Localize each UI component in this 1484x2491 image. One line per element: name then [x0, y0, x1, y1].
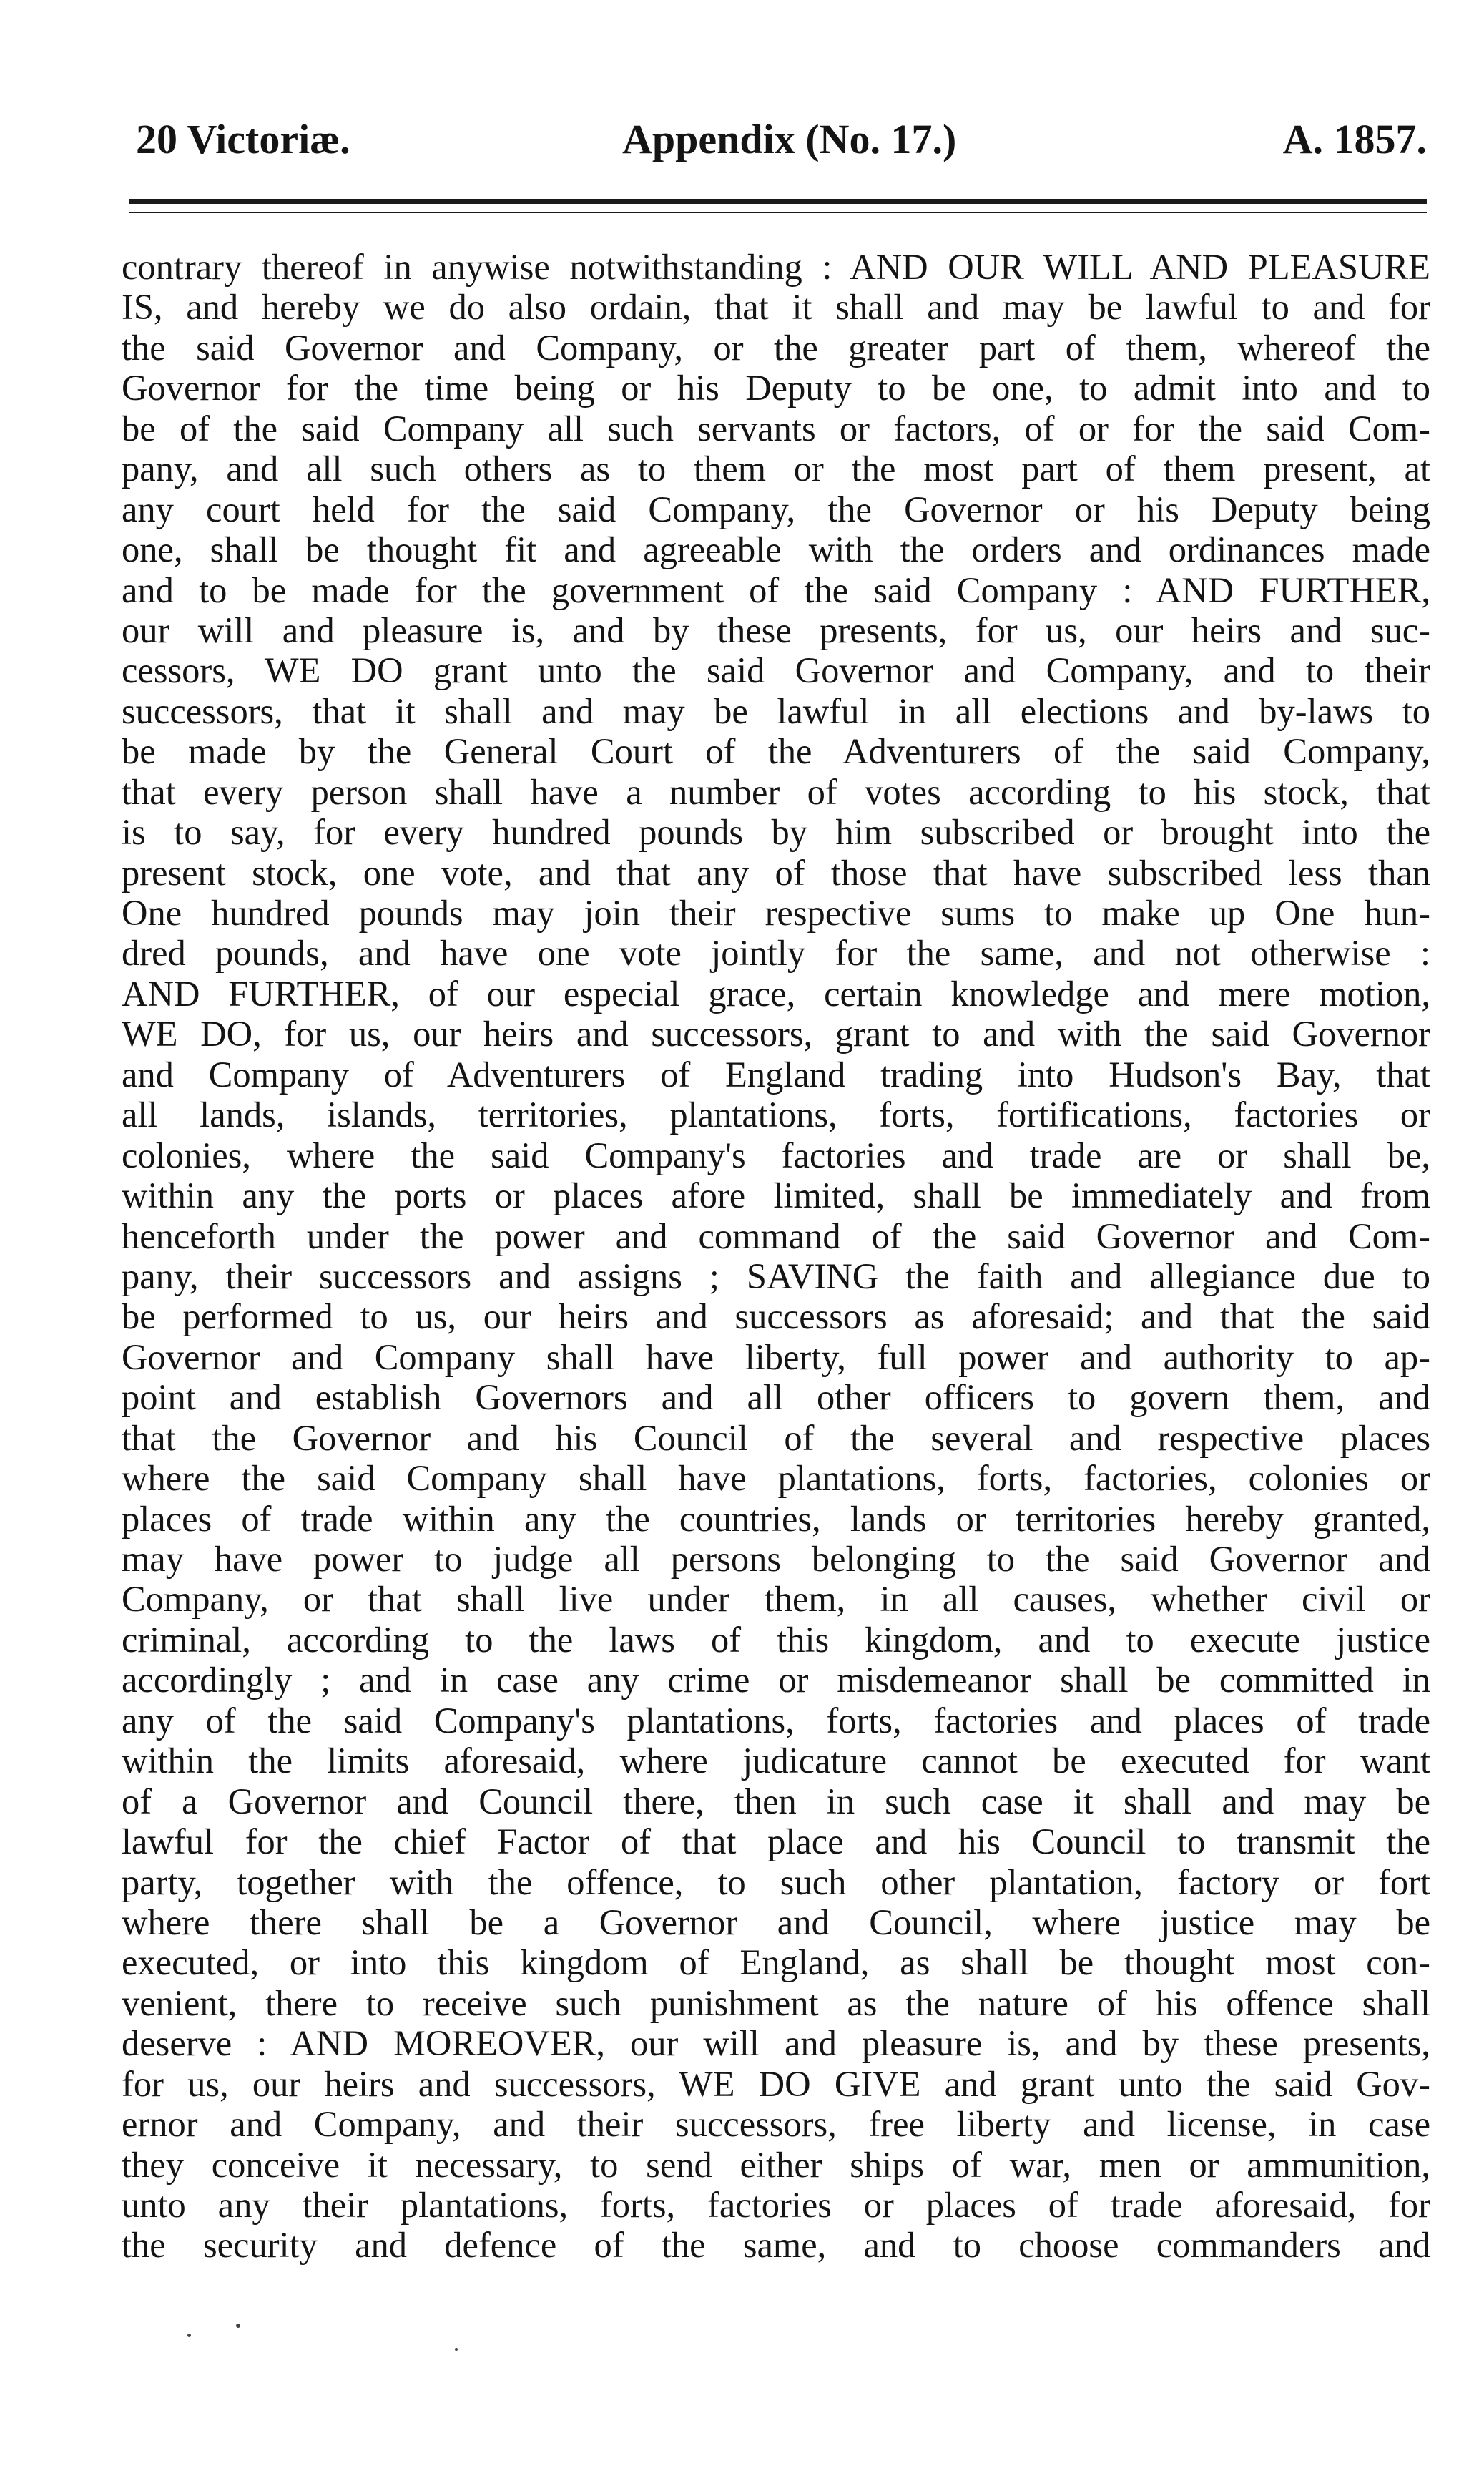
text-line: party, together with the offence, to such other plantation, factory or fort	[122, 1861, 1430, 1902]
text-line: colonies, where the said Company's factories and trade are or shall be,	[122, 1135, 1430, 1175]
text-line: one, shall be thought fit and agreeable with the orders and ordinances made	[122, 529, 1430, 570]
text-line: any court held for the said Company, the Governor or his Deputy being	[122, 489, 1430, 529]
text-line: pany, their successors and assigns ; SAVING the faith and allegiance due to	[122, 1256, 1430, 1296]
text-line: places of trade within any the countries, lands or territories hereby granted,	[122, 1498, 1430, 1539]
text-line: Company, or that shall live under them, in all causes, whether civil or	[122, 1579, 1430, 1620]
text-line: dred pounds, and have one vote jointly for the same, and not otherwise :	[122, 933, 1430, 974]
text-line: for us, our heirs and successors, WE DO GIVE and grant unto the said Gov-	[122, 2063, 1430, 2104]
header-appendix: Appendix (No. 17.)	[622, 116, 957, 162]
text-line: pany, and all such others as to them or the most part of them present, at	[122, 449, 1430, 489]
print-speck	[187, 2334, 191, 2337]
text-line: and Company of Adventurers of England trading into Hudson's Bay, that	[122, 1054, 1430, 1095]
text-line: where there shall be a Governor and Council, where justice may be	[122, 1902, 1430, 1942]
text-line: that the Governor and his Council of the several and respective places	[122, 1417, 1430, 1458]
text-line: Governor and Company shall have liberty, full power and authority to ap-	[122, 1336, 1430, 1377]
text-line: be performed to us, our heirs and successors as aforesaid; and that the said	[122, 1296, 1430, 1337]
text-line: IS, and hereby we do also ordain, that it shall and may be lawful to and for	[122, 287, 1430, 328]
text-line: is to say, for every hundred pounds by him subscribed or brought into the	[122, 812, 1430, 853]
text-line: the security and defence of the same, and to choose commanders and	[122, 2225, 1430, 2266]
document-body	[122, 247, 1430, 2266]
text-line: AND FURTHER, of our especial grace, certain knowledge and mere motion,	[122, 973, 1430, 1014]
text-line: may have power to judge all persons belonging to the said Governor and	[122, 1539, 1430, 1579]
text-line: present stock, one vote, and that any of those that have subscribed less than	[122, 852, 1430, 893]
header-year: A. 1857.	[1282, 116, 1427, 162]
text-line: venient, there to receive such punishment as the nature of his offence shall	[122, 1982, 1430, 2023]
print-speck	[236, 2324, 240, 2328]
running-header	[136, 107, 1427, 172]
text-line: One hundred pounds may join their respective sums to make up One hun-	[122, 893, 1430, 933]
text-line: executed, or into this kingdom of England, as shall be thought most con-	[122, 1942, 1430, 1983]
header-session: 20 Victoriæ.	[136, 116, 350, 162]
text-line: successors, that it shall and may be lawful in all elections and by-laws to	[122, 690, 1430, 731]
header-rule-thick	[129, 199, 1427, 204]
text-line: Governor for the time being or his Deputy to be one, to admit into and to	[122, 368, 1430, 408]
text-line: where the said Company shall have plantations, forts, factories, colonies or	[122, 1458, 1430, 1499]
text-line: the said Governor and Company, or the greater part of them, whereof the	[122, 327, 1430, 368]
text-line: and to be made for the government of the said Company : AND FURTHER,	[122, 569, 1430, 610]
text-line: within any the ports or places afore limited, shall be immediately and from	[122, 1175, 1430, 1216]
text-line: be made by the General Court of the Adventurers of the said Company,	[122, 731, 1430, 772]
text-line: deserve : AND MOREOVER, our will and pleasure is, and by these presents,	[122, 2023, 1430, 2064]
print-speck	[455, 2348, 458, 2351]
text-line: our will and pleasure is, and by these presents, for us, our heirs and suc-	[122, 610, 1430, 650]
text-line: henceforth under the power and command of the said Governor and Com-	[122, 1215, 1430, 1256]
text-line: point and establish Governors and all other officers to govern them, and	[122, 1377, 1430, 1418]
text-line: any of the said Company's plantations, forts, factories and places of trade	[122, 1700, 1430, 1741]
text-line: ernor and Company, and their successors, free liberty and license, in case	[122, 2104, 1430, 2145]
text-line: unto any their plantations, forts, factories or places of trade aforesaid, for	[122, 2185, 1430, 2225]
text-line: be of the said Company all such servants or factors, of or for the said Com-	[122, 408, 1430, 449]
text-line: that every person shall have a number of votes according to his stock, that	[122, 771, 1430, 812]
header-rule-thin	[129, 212, 1427, 213]
text-line: all lands, islands, territories, plantations, forts, fortifications, factories or	[122, 1095, 1430, 1135]
text-line: lawful for the chief Factor of that place and his Council to transmit the	[122, 1821, 1430, 1862]
text-line: within the limits aforesaid, where judicature cannot be executed for want	[122, 1741, 1430, 1781]
text-line: contrary thereof in anywise notwithstanding : AND OUR WILL AND PLEASURE	[122, 247, 1430, 287]
text-line: WE DO, for us, our heirs and successors, grant to and with the said Governor	[122, 1014, 1430, 1054]
text-line: criminal, according to the laws of this kingdom, and to execute justice	[122, 1619, 1430, 1660]
text-line: of a Governor and Council there, then in such case it shall and may be	[122, 1781, 1430, 1821]
text-line: cessors, WE DO grant unto the said Governor and Company, and to their	[122, 650, 1430, 691]
text-line: accordingly ; and in case any crime or misdemeanor shall be committed in	[122, 1660, 1430, 1700]
text-line: they conceive it necessary, to send either ships of war, men or ammunition,	[122, 2144, 1430, 2185]
